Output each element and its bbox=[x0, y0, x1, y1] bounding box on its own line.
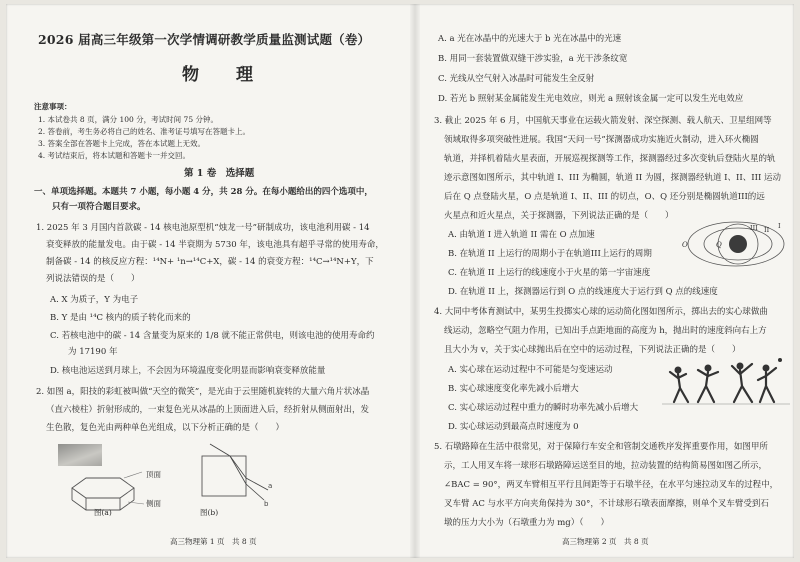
orbit-label-1: I bbox=[778, 222, 781, 230]
svg-text:a: a bbox=[268, 482, 273, 490]
orbit-diagram bbox=[676, 216, 788, 272]
q1-option: 为 17190 年 bbox=[68, 347, 118, 357]
q2-option: A. a 光在冰晶中的光速大于 b 光在冰晶中的光速 bbox=[438, 34, 622, 44]
q1-option: B. Y 是由 ¹⁴C 核内的质子转化而来的 bbox=[50, 313, 191, 323]
q4-stem: 4. 大同中考体育测试中，某男生投掷实心球的运动简化图如图所示，掷出去的实心球做曲 bbox=[434, 307, 768, 317]
q3-stem: 后在 Q 点登陆火星，O 点是轨道 I、II、III 的切点，O、Q 还分别是椭圆轨道III的远 bbox=[444, 192, 765, 202]
notice-item: 2. 答卷前，考生务必将自己的姓名、准考证号填写在答题卡上。 bbox=[38, 127, 251, 136]
exam-title: 2026 届高三年级第一次学情调研教学质量监测试题（卷） bbox=[38, 32, 371, 47]
q3-option: B. 在轨道 II 上运行的周期小于在轨道III上运行的周期 bbox=[448, 249, 652, 259]
orbit-label-q: Q bbox=[716, 241, 722, 249]
q3-stem: 领域取得多项突破性进展。我国“天问一号”探测器成功实施近火制动，进入环火椭圆 bbox=[444, 135, 759, 145]
q5-stem: 墩的压力大小为（石墩重力为 mg）（ ） bbox=[444, 518, 609, 528]
hexagonal-crystal-figure bbox=[64, 466, 184, 518]
q2-stem: 2. 如图 a，阳技的彩虹被叫做“天空的微笑”，是光由于云里随机旋转的大量六角片状冰晶 bbox=[36, 387, 370, 397]
fig-label-top-face: 顶面 bbox=[146, 470, 161, 479]
orbit-label-o: O bbox=[682, 241, 688, 249]
q4-stem: 线运动，忽略空气阻力作用，已知出手点距地面的高度为 h，抛出时的速度斜向右上方 bbox=[444, 326, 767, 336]
q1-option: C. 若核电池中的碳 - 14 含量变为原来的 1/8 就不能正常供电，则该电池的使用寿命约 bbox=[50, 331, 375, 341]
sky-photo-thumbnail bbox=[58, 444, 102, 466]
q1-stem: 1. 2025 年 3 月国内首款碳 - 14 核电池原型机“烛龙一号”研制成功，该电池利用碳 - 14 bbox=[36, 223, 370, 233]
section-heading: 只有一项符合题目要求。 bbox=[52, 202, 146, 212]
exam-sheet bbox=[6, 4, 794, 558]
q5-stem: 5. 石墩路障在生活中很常见，对于保障行车安全和管制交通秩序发挥重要作用，如图甲所 bbox=[434, 442, 768, 452]
q4-option: D. 实心球运动到最高点时速度为 0 bbox=[448, 422, 579, 432]
page-footer: 高三物理第 1 页 共 8 页 bbox=[170, 537, 257, 546]
orbit-label-2: II bbox=[764, 226, 770, 234]
q2-stem: 生色散，复色光由两种单色光组成，以下分析正确的是（ ） bbox=[46, 423, 285, 433]
q4-stem: 且大小为 v，关于实心球抛出后在空中的运动过程，下列说法正确的是（ ） bbox=[444, 345, 741, 355]
q2-option: B. 用同一套装置做双缝干涉实验，a 光干涉条纹宽 bbox=[438, 54, 628, 64]
q3-stem: 火星点和近火星点，关于探测器，下列说法正确的是（ ） bbox=[444, 211, 674, 221]
q4-option: C. 实心球运动过程中重力的瞬时功率先减小后增大 bbox=[448, 403, 639, 413]
page-2 bbox=[414, 4, 794, 558]
q1-option: D. 核电池运送到月球上，不会因为环境温度变化明显而影响衰变释放能量 bbox=[50, 366, 326, 376]
q3-stem: 轨道，并择机着陆火星表面，开展巡视探测等工作，探测器经过多次变轨后登陆火星的轨 bbox=[444, 154, 776, 164]
q5-stem: ∠BAC = 90°，两叉车臂相互平行且间距等于石墩半径，在水平匀速拉动叉车的过程中， bbox=[444, 480, 779, 490]
q4-option: B. 实心球速度变化率先减小后增大 bbox=[448, 384, 579, 394]
orbit-label-3: III bbox=[750, 224, 758, 232]
light-dispersion-figure bbox=[180, 434, 276, 508]
fig-a-caption: 图(a) bbox=[94, 508, 112, 517]
q4-option: A. 实心球在运动过程中不可能是匀变速运动 bbox=[448, 365, 613, 375]
page-footer: 高三物理第 2 页 共 8 页 bbox=[562, 537, 649, 546]
q3-option: A. 由轨道 I 进入轨道 II 需在 O 点加速 bbox=[448, 230, 595, 240]
notice-item: 1. 本试卷共 8 页，满分 100 分，考试时间 75 分钟。 bbox=[38, 115, 218, 124]
q5-stem: 叉车臂 AC 与水平方向夹角保持为 30°，不计球形石墩表面摩擦，则单个叉车臂受到石 bbox=[444, 499, 769, 509]
q1-stem: 制备碳 - 14 的核反应方程：¹⁴N+ ¹n→¹⁴C+X，碳 - 14 的衰变方程：¹⁴C→¹⁴N+Y，下 bbox=[46, 257, 374, 267]
page-1 bbox=[6, 4, 414, 558]
q3-option: C. 在轨道 II 上运行的线速度小于火星的第一宇宙速度 bbox=[448, 268, 651, 278]
notice-item: 3. 答案全部在答题卡上完成，答在本试题上无效。 bbox=[38, 139, 206, 148]
q3-option: D. 在轨道 II 上，探测器运行到 O 点的线速度大于运行到 Q 点的线速度 bbox=[448, 287, 718, 297]
q2-stem: （直六棱柱）折射形成的，一束复色光从冰晶的上顶面进入后，经折射从侧面射出，发 bbox=[46, 405, 370, 415]
q2-option: C. 光线从空气射入冰晶时可能发生全反射 bbox=[438, 74, 595, 84]
q1-stem: 衰变释放的能量发电。由于碳 - 14 半衰期为 5730 年，该电池具有超乎寻常的使用寿命， bbox=[46, 240, 384, 250]
q3-stem: 迹示意图如图所示，其中轨道 I、III 为椭圆，轨道 II 为圆，探测器经轨道 I、II、III 运动 bbox=[444, 173, 782, 183]
q3-stem: 3. 截止 2025 年 6 月，中国航天事业在运载火箭发射、深空探测、载人航天、卫星组网等 bbox=[434, 116, 772, 126]
fig-label-side-face: 侧面 bbox=[146, 499, 161, 508]
subject-title: 物 理 bbox=[182, 65, 263, 85]
fig-b-caption: 图(b) bbox=[200, 508, 219, 517]
notice-title: 注意事项： bbox=[34, 102, 72, 111]
q5-stem: 示，工人用叉车将一球形石墩路障运送至目的地，拉动装置的结构简易图如图乙所示， bbox=[444, 461, 768, 471]
part-title: 第 1 卷 选择题 bbox=[184, 168, 255, 179]
notice-item: 4. 考试结束后，将本试题和答题卡一并交回。 bbox=[38, 151, 191, 160]
q1-option: A. X 为质子，Y 为电子 bbox=[50, 295, 139, 305]
section-heading: 一、单项选择题。本题共 7 小题，每小题 4 分，共 28 分。在每小题给出的四个选项中， bbox=[34, 187, 373, 197]
q2-option: D. 若光 b 照射某金属能发生光电效应，则光 a 照射该金属一定可以发生光电效应 bbox=[438, 94, 744, 104]
svg-text:b: b bbox=[264, 500, 269, 508]
q1-stem: 列说法错误的是（ ） bbox=[46, 274, 140, 284]
shot-put-thrower-figure bbox=[662, 354, 790, 410]
